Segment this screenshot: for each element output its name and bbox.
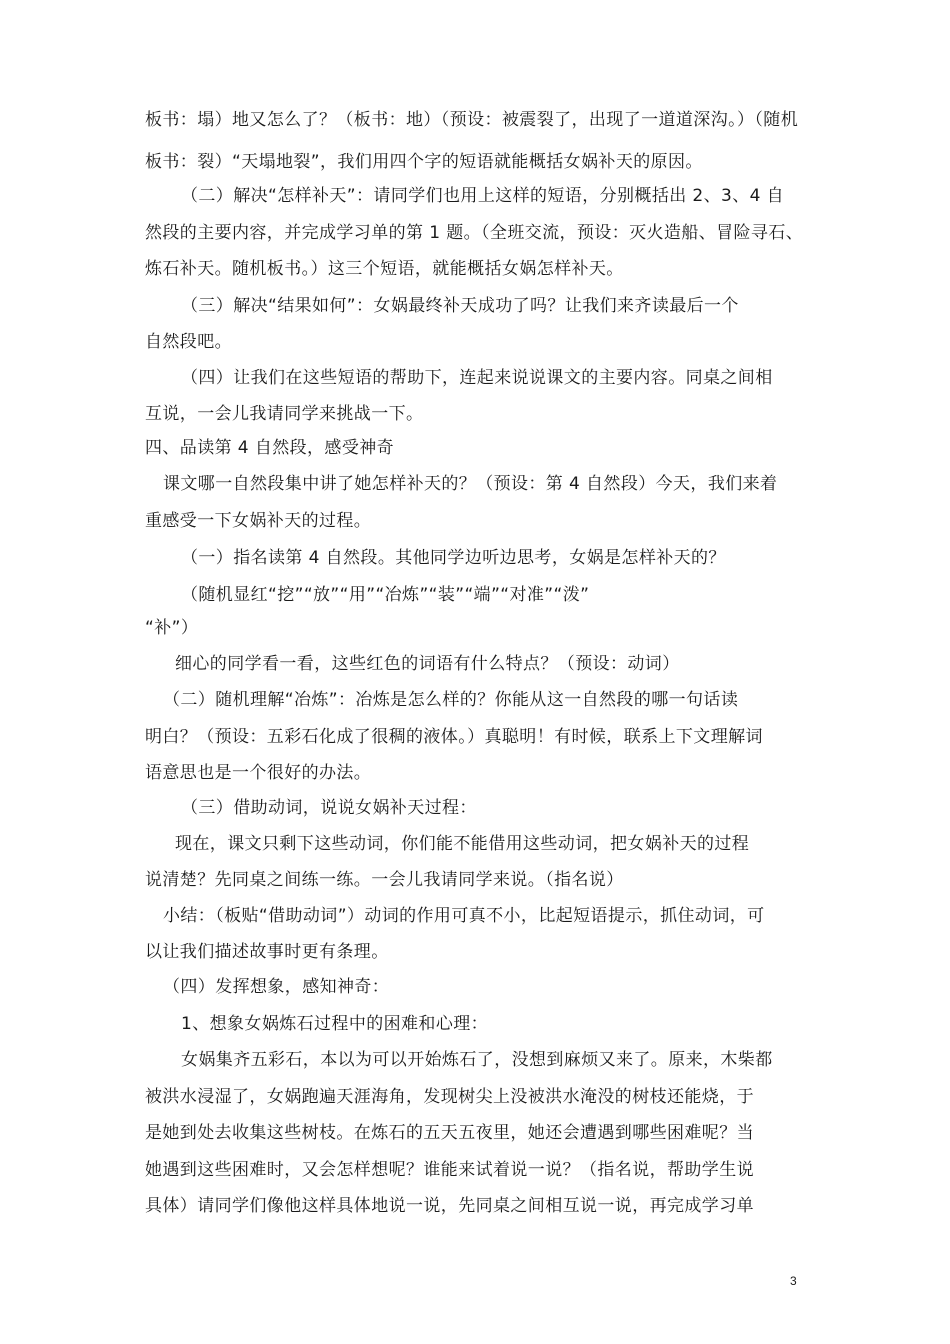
text-line: （一）指名读第 4 自然段。其他同学边听边思考，女娲是怎样补天的？: [181, 548, 726, 568]
text-line: 被洪水浸湿了，女娲跑遍天涯海角，发现树尖上没被洪水淹没的树枝还能烧，于: [145, 1087, 754, 1107]
text-line: 板书：裂）“天塌地裂”，我们用四个字的短语就能概括女娲补天的原因。: [145, 152, 703, 172]
text-line: 小结：（板贴“借助动词”）动词的作用可真不小，比起短语提示，抓住动词，可: [163, 906, 765, 926]
text-line: （四）发挥想象，感知神奇：: [163, 977, 390, 997]
text-line: 互说，一会儿我请同学来挑战一下。: [145, 404, 424, 424]
text-line: 细心的同学看一看，这些红色的词语有什么特点？（预设：动词）: [175, 654, 680, 674]
text-line: 是她到处去收集这些树枝。在炼石的五天五夜里，她还会遭遇到哪些困难呢？当: [145, 1123, 754, 1143]
text-line: 以让我们描述故事时更有条理。: [145, 942, 389, 962]
text-line: 现在，课文只剩下这些动词，你们能不能借用这些动词，把女娲补天的过程: [175, 834, 750, 854]
section-heading: 四、品读第 4 自然段，感受神奇: [145, 438, 395, 458]
text-line: （四）让我们在这些短语的帮助下，连起来说说课文的主要内容。同桌之间相: [181, 368, 773, 388]
text-line: （随机显红“挖”“放”“用”“冶炼”“装”“端”“对准”“泼”: [181, 585, 590, 605]
text-line: 课文哪一自然段集中讲了她怎样补天的？（预设：第 4 自然段）今天，我们来着: [163, 474, 778, 494]
text-line: 然段的主要内容，并完成学习单的第 1 题。（全班交流，预设：灭火造船、冒险寻石、: [145, 223, 804, 243]
text-line: 重感受一下女娲补天的过程。: [145, 511, 372, 531]
page-number: 3: [790, 1274, 797, 1288]
text-line: 语意思也是一个很好的办法。: [145, 763, 372, 783]
text-line: 1、想象女娲炼石过程中的困难和心理：: [181, 1014, 489, 1034]
text-line: 自然段吧。: [145, 332, 232, 352]
text-line: 板书：塌）地又怎么了？（板书：地）（预设：被震裂了，出现了一道道深沟。）（随机: [145, 110, 799, 130]
text-line: 具体）请同学们像他这样具体地说一说，先同桌之间相互说一说，再完成学习单: [145, 1196, 754, 1216]
text-line: 女娲集齐五彩石，本以为可以开始炼石了，没想到麻烦又来了。原来，木柴都: [181, 1050, 773, 1070]
text-line: 她遇到这些困难时，又会怎样想呢？谁能来试着说一说？（指名说，帮助学生说: [145, 1160, 754, 1180]
text-line: （三）借助动词，说说女娲补天过程：: [181, 798, 477, 818]
text-line: 明白？（预设：五彩石化成了很稠的液体。）真聪明！有时候，联系上下文理解词: [145, 727, 763, 747]
text-line: 炼石补天。随机板书。）这三个短语，就能概括女娲怎样补天。: [145, 259, 624, 279]
text-line: （二）解决“怎样补天”：请同学们也用上这样的短语，分别概括出 2、3、4 自: [181, 186, 785, 206]
text-line: （二）随机理解“冶炼”：冶炼是怎么样的？你能从这一自然段的哪一句话读: [163, 690, 739, 710]
text-line: “补”）: [145, 618, 199, 638]
text-line: 说清楚？先同桌之间练一练。一会儿我请同学来说。（指名说）: [145, 870, 624, 890]
text-line: （三）解决“结果如何”：女娲最终补天成功了吗？让我们来齐读最后一个: [181, 296, 739, 316]
